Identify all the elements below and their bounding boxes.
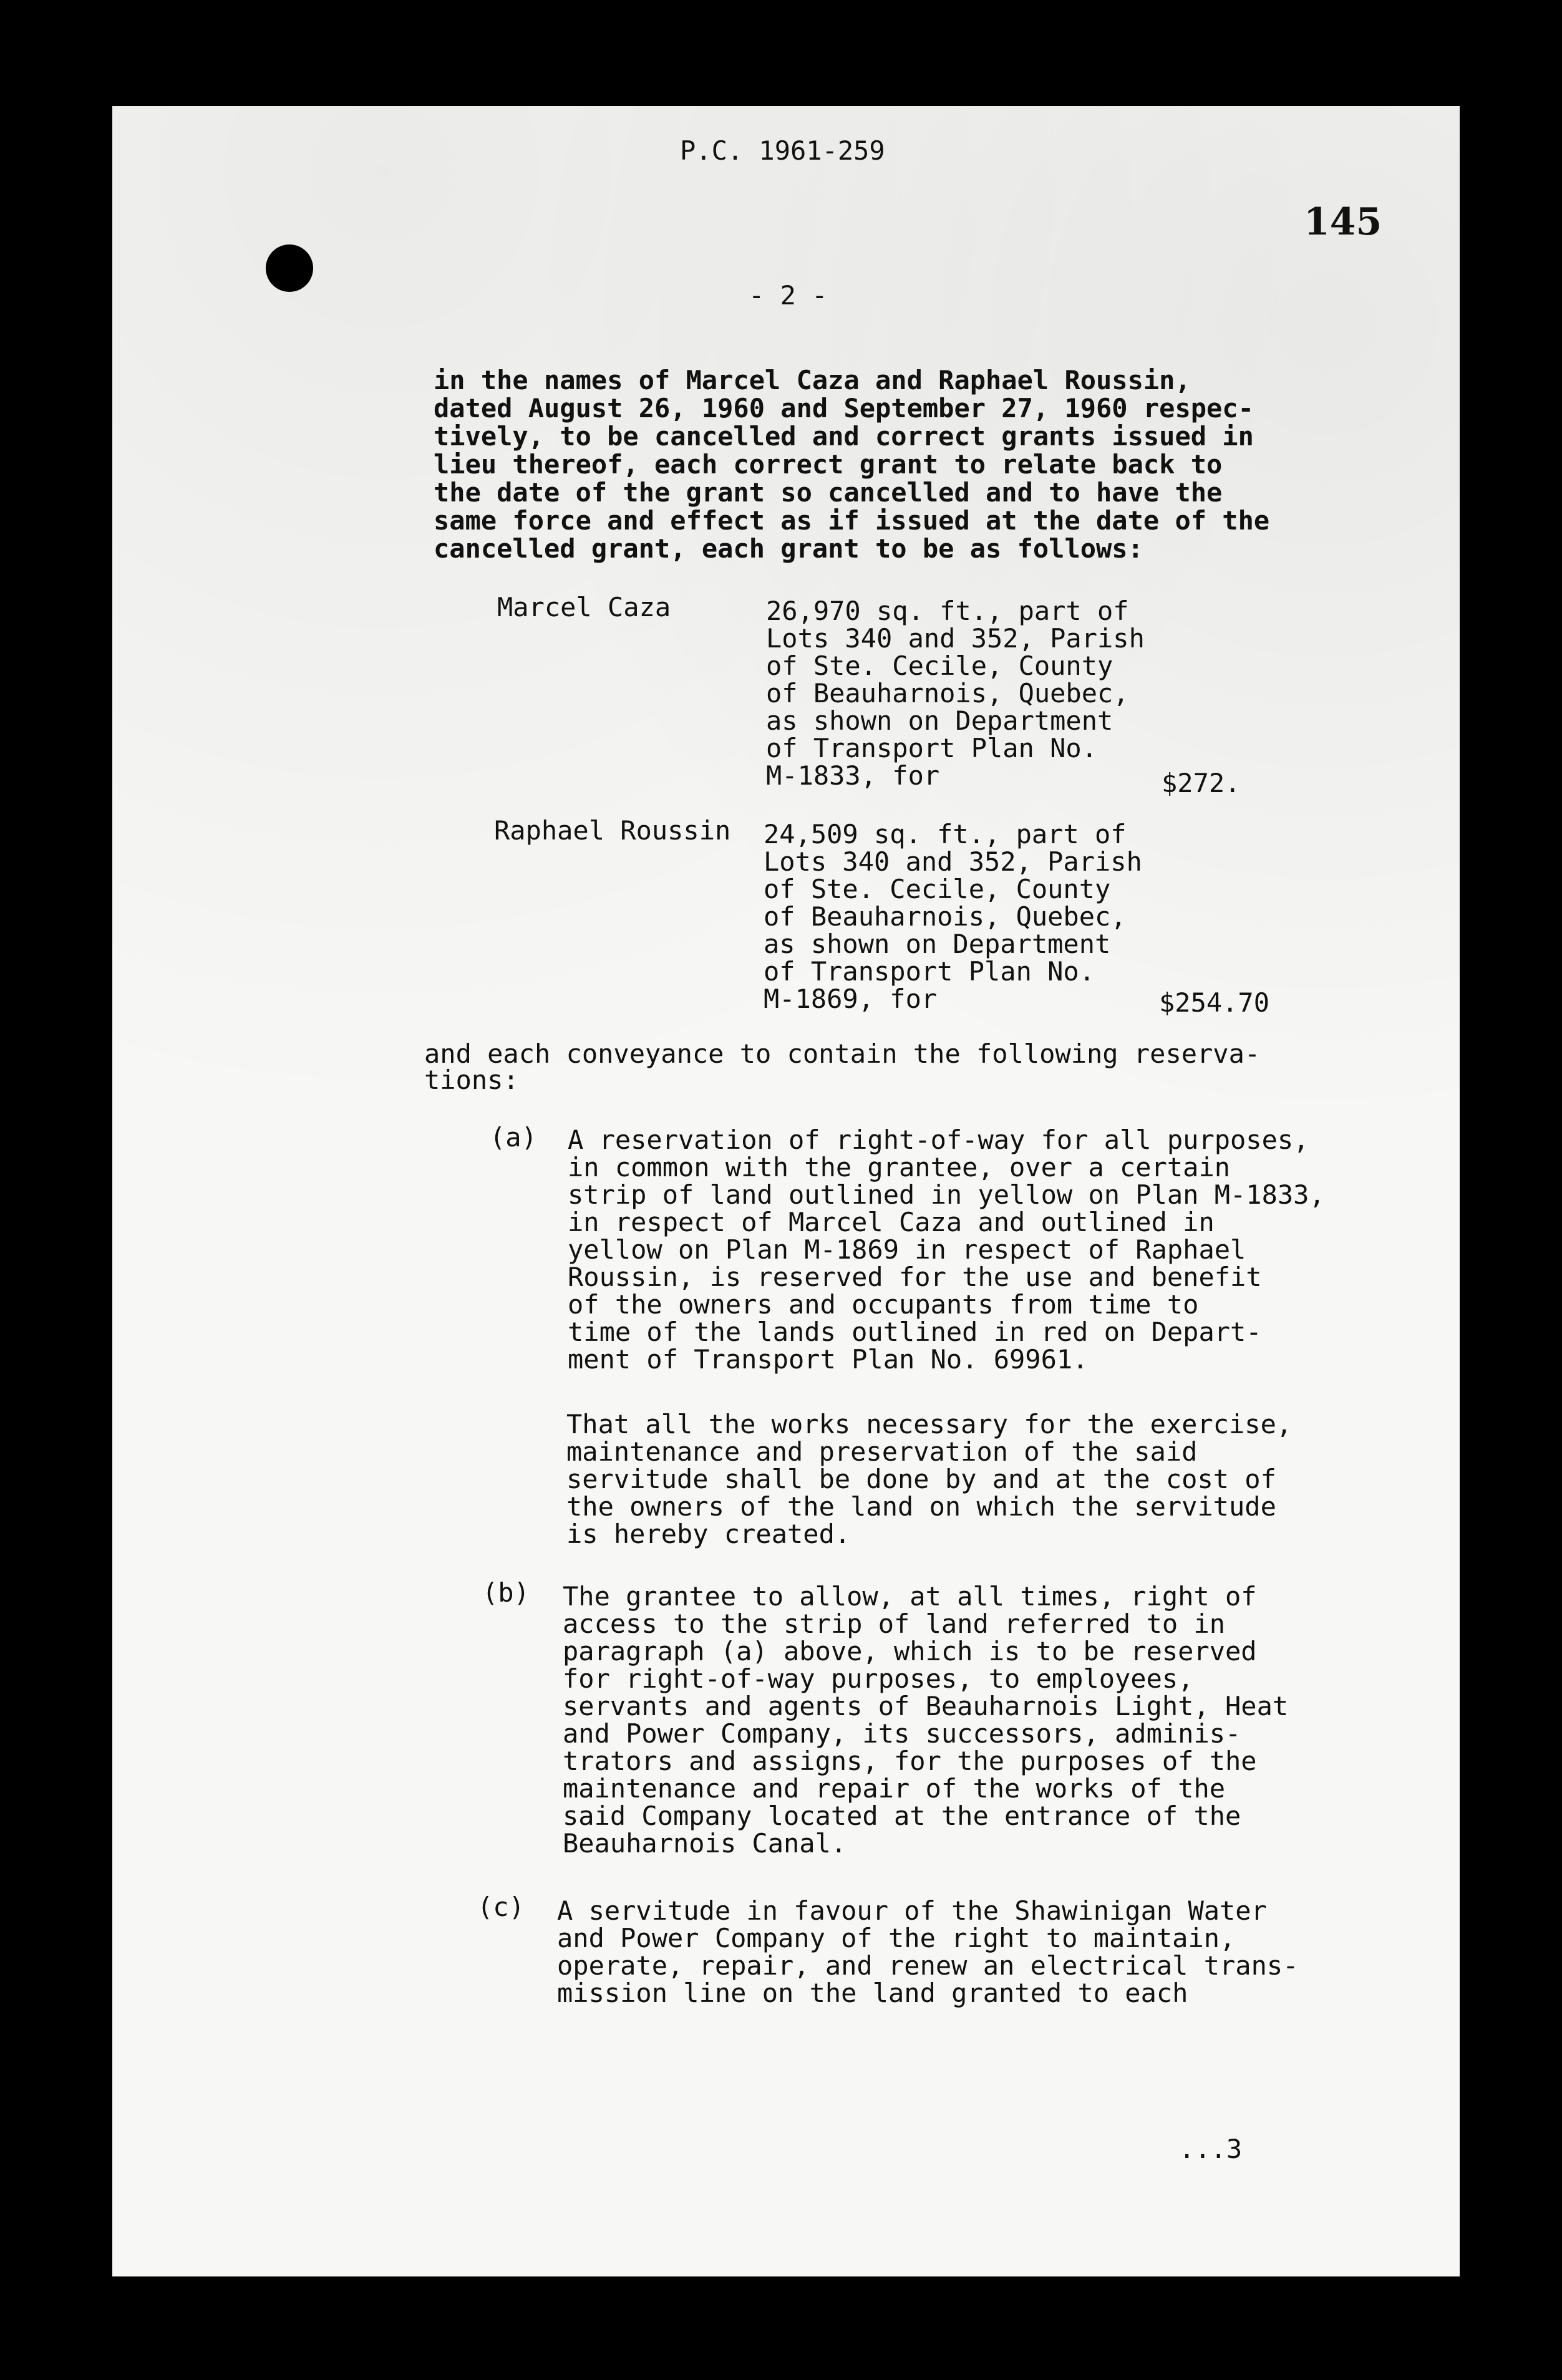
reservation-line: That all the works necessary for the exercise, [566, 1409, 1293, 1439]
grant-name: Raphael Roussin [494, 815, 731, 846]
reservation-line: A servitude in favour of the Shawinigan Water [557, 1895, 1267, 1926]
page-stamp-number: 145 [1304, 200, 1382, 244]
grant-line: of Beauharnois, Quebec, [766, 678, 1129, 709]
intro-line: the date of the grant so cancelled and to have the [434, 477, 1223, 508]
grant-line: M-1869, for [764, 984, 938, 1014]
continuation-marker: ...3 [1179, 2134, 1243, 2164]
conveyance-line: and each conveyance to contain the following reserva- [424, 1038, 1261, 1069]
reservation-line: servitude shall be done by and at the cost of [566, 1464, 1276, 1494]
intro-line: same force and effect as if issued at the date of the [434, 505, 1270, 536]
conveyance-line: tions: [424, 1065, 519, 1095]
punch-hole [266, 244, 313, 292]
reservation-line: of the owners and occupants from time to [568, 1289, 1199, 1320]
document-header: P.C. 1961-259 [680, 135, 885, 166]
reservation-label: (c) [477, 1892, 525, 1922]
reservation-label: (a) [490, 1122, 537, 1153]
grant-line: of Beauharnois, Quebec, [764, 901, 1127, 932]
reservation-line: ment of Transport Plan No. 69961. [568, 1344, 1089, 1375]
grant-amount: $272. [1162, 768, 1241, 798]
reservation-line: the owners of the land on which the servitude [566, 1491, 1276, 1522]
grant-line: M-1833, for [766, 760, 940, 791]
reservation-line: access to the strip of land referred to in [563, 1608, 1226, 1639]
reservation-line: said Company located at the entrance of the [563, 1801, 1241, 1831]
grant-line: of Ste. Cecile, County [764, 874, 1111, 904]
intro-line: tively, to be cancelled and correct grants issued in [434, 421, 1254, 452]
reservation-line: trators and assigns, for the purposes of the [563, 1746, 1257, 1776]
reservation-line: maintenance and preservation of the said [566, 1436, 1198, 1467]
reservation-line: operate, repair, and renew an electrical trans- [557, 1950, 1299, 1981]
reservation-line: strip of land outlined in yellow on Plan M-1833, [568, 1179, 1325, 1210]
reservation-line: is hereby created. [566, 1519, 851, 1549]
reservation-line: and Power Company, its successors, adminis- [563, 1718, 1241, 1749]
reservation-line: and Power Company of the right to maintain, [557, 1923, 1236, 1953]
reservation-label: (b) [482, 1577, 530, 1608]
grant-line: as shown on Department [766, 705, 1113, 736]
grant-name: Marcel Caza [497, 592, 671, 622]
reservation-line: Roussin, is reserved for the use and benefit [568, 1262, 1262, 1292]
intro-line: dated August 26, 1960 and September 27, 1960 respec- [434, 393, 1254, 423]
intro-line: cancelled grant, each grant to be as follows: [434, 533, 1143, 564]
grant-line: 24,509 sq. ft., part of [764, 819, 1127, 849]
intro-line: in the names of Marcel Caza and Raphael Roussin, [434, 365, 1191, 395]
reservation-line: A reservation of right-of-way for all purposes, [568, 1125, 1309, 1155]
reservation-line: maintenance and repair of the works of the [563, 1773, 1226, 1804]
intro-line: lieu thereof, each correct grant to relate back to [434, 449, 1223, 480]
grant-line: of Ste. Cecile, County [766, 651, 1113, 681]
grant-line: Lots 340 and 352, Parish [766, 623, 1145, 654]
reservation-line: yellow on Plan M-1869 in respect of Raphael [568, 1234, 1246, 1265]
reservation-line: time of the lands outlined in red on Depart- [568, 1317, 1262, 1347]
grant-line: Lots 340 and 352, Parish [764, 846, 1142, 877]
reservation-line: mission line on the land granted to each [557, 1978, 1188, 2008]
reservation-line: for right-of-way purposes, to employees, [563, 1663, 1194, 1694]
reservation-line: servants and agents of Beauharnois Light, Heat [563, 1691, 1289, 1721]
grant-line: 26,970 sq. ft., part of [766, 596, 1129, 626]
page-number: - 2 - [749, 280, 828, 311]
reservation-line: paragraph (a) above, which is to be reserved [563, 1636, 1257, 1666]
grant-line: as shown on Department [764, 929, 1111, 959]
reservation-line: The grantee to allow, at all times, right of [563, 1581, 1257, 1612]
reservation-line: in common with the grantee, over a certain [568, 1152, 1231, 1183]
grant-line: of Transport Plan No. [764, 956, 1095, 987]
grant-line: of Transport Plan No. [766, 733, 1098, 763]
reservation-line: Beauharnois Canal. [563, 1828, 847, 1859]
grant-amount: $254.70 [1159, 987, 1270, 1018]
reservation-line: in respect of Marcel Caza and outlined in [568, 1207, 1215, 1237]
